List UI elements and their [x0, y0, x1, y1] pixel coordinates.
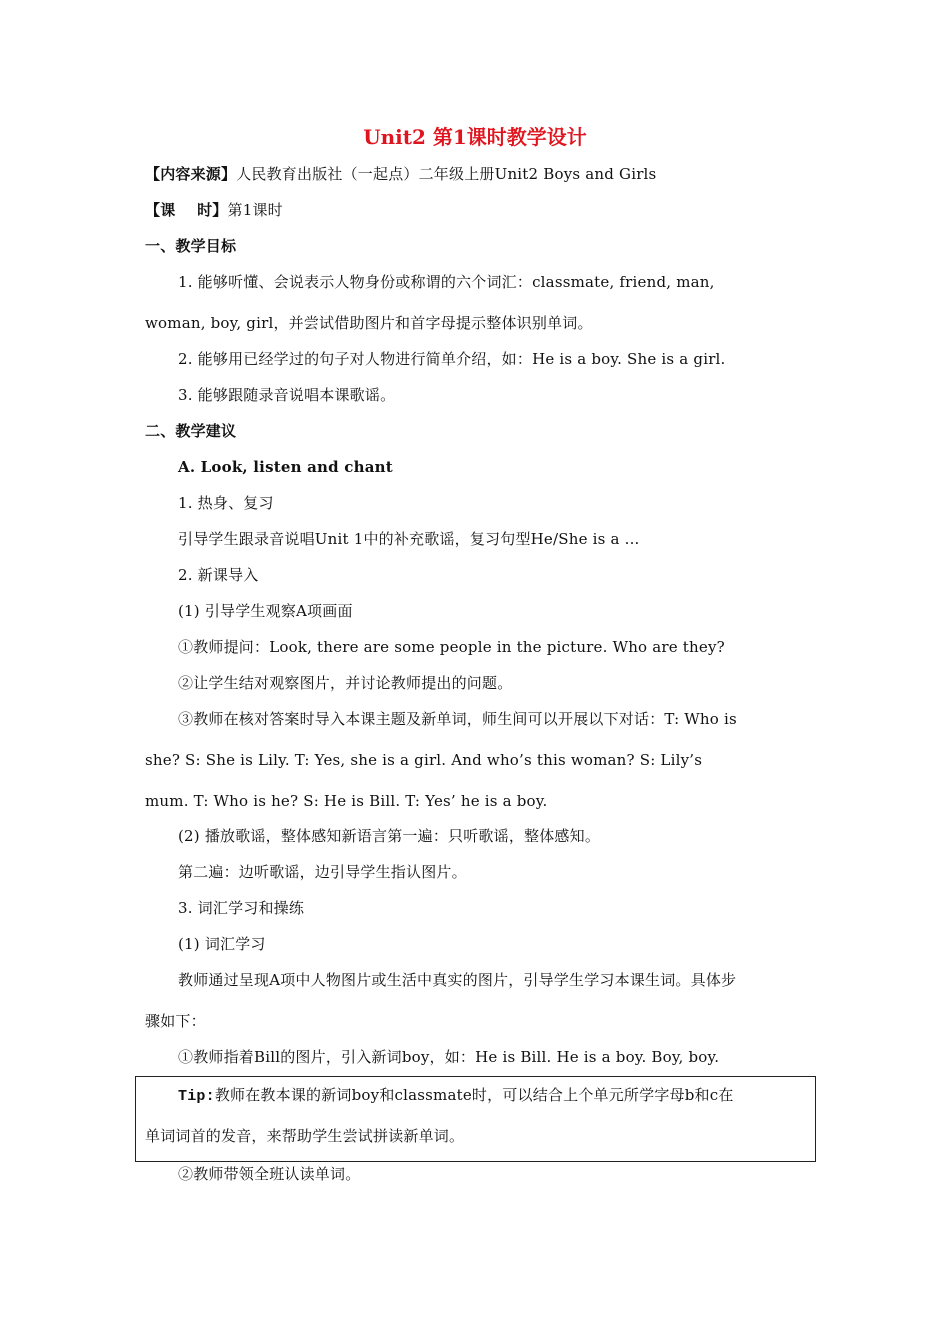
step-3-1-text-a: 教师通过呈现A项中人物图片或生活中真实的图片，引导学生学习本课生词。具体步 [178, 971, 737, 989]
section2-heading: 二、教学建议 [145, 422, 237, 440]
tip-text-a: 教师在教本课的新词boy和classmate时，可以结合上个单元所学字母b和c在 [214, 1086, 734, 1104]
period-value: 第1课时 [227, 201, 283, 219]
tip-line-1 [178, 1085, 734, 1107]
page-title: Unit2 第1课时教学设计 [363, 125, 587, 149]
tip-text-b: 单词词首的发音，来帮助学生尝试拼读新单词。 [145, 1127, 465, 1145]
goal-item-1a: 1. 能够听懂、会说表示人物身份或称谓的六个词汇：classmate, friend, man, [178, 273, 715, 291]
step-3-1b: ②教师带领全班认读单词。 [178, 1165, 361, 1183]
step-2-1a: ①教师提问：Look, there are some people in the picture. Who are they? [178, 638, 725, 656]
goal-item-2: 2. 能够用已经学过的句子对人物进行简单介绍，如：He is a boy. She is a girl. [178, 350, 726, 368]
goal-item-1b: woman, boy, girl，并尝试借助图片和首字母提示整体识别单词。 [145, 314, 593, 332]
step-2-2b: 第二遍：边听歌谣，边引导学生指认图片。 [178, 863, 467, 881]
step-3-1a: ①教师指着Bill的图片，引入新词boy，如：He is Bill. He is a boy. Boy, boy. [178, 1048, 720, 1066]
step-2-1: (1) 引导学生观察A项画面 [178, 602, 353, 620]
step-2: 2. 新课导入 [178, 566, 259, 584]
period-label: 【课 时】 [145, 201, 228, 219]
source-label: 【内容来源】 [145, 165, 237, 183]
section1-heading: 一、教学目标 [145, 237, 237, 255]
step-2-1b: ②让学生结对观察图片，并讨论教师提出的问题。 [178, 674, 513, 692]
step-2-1c-a: ③教师在核对答案时导入本课主题及新单词，师生间可以开展以下对话：T: Who is [178, 710, 737, 728]
step-2-2: (2) 播放歌谣，整体感知新语言第一遍：只听歌谣，整体感知。 [178, 827, 601, 845]
source-line [145, 164, 656, 184]
step-1: 1. 热身、复习 [178, 494, 274, 512]
step-3-1: (1) 词汇学习 [178, 935, 266, 953]
step-3: 3. 词汇学习和操练 [178, 899, 305, 917]
step-2-1c-c: mum. T: Who is he? S: He is Bill. T: Yes’ he is a boy. [145, 792, 548, 810]
period-line [145, 200, 283, 220]
step-1-text: 引导学生跟录音说唱Unit 1中的补充歌谣，复习句型He/She is a ... [178, 530, 640, 548]
step-2-1c-b: she? S: She is Lily. T: Yes, she is a girl. And who’s this woman? S: Lily’s [145, 751, 703, 769]
subsection-a: A. Look, listen and chant [178, 458, 393, 476]
tip-label: Tip: [178, 1088, 215, 1105]
goal-item-3: 3. 能够跟随录音说唱本课歌谣。 [178, 386, 396, 404]
step-3-1-text-b: 骤如下： [145, 1012, 206, 1030]
source-value: 人民教育出版社（一起点）二年级上册Unit2 Boys and Girls [236, 165, 657, 183]
